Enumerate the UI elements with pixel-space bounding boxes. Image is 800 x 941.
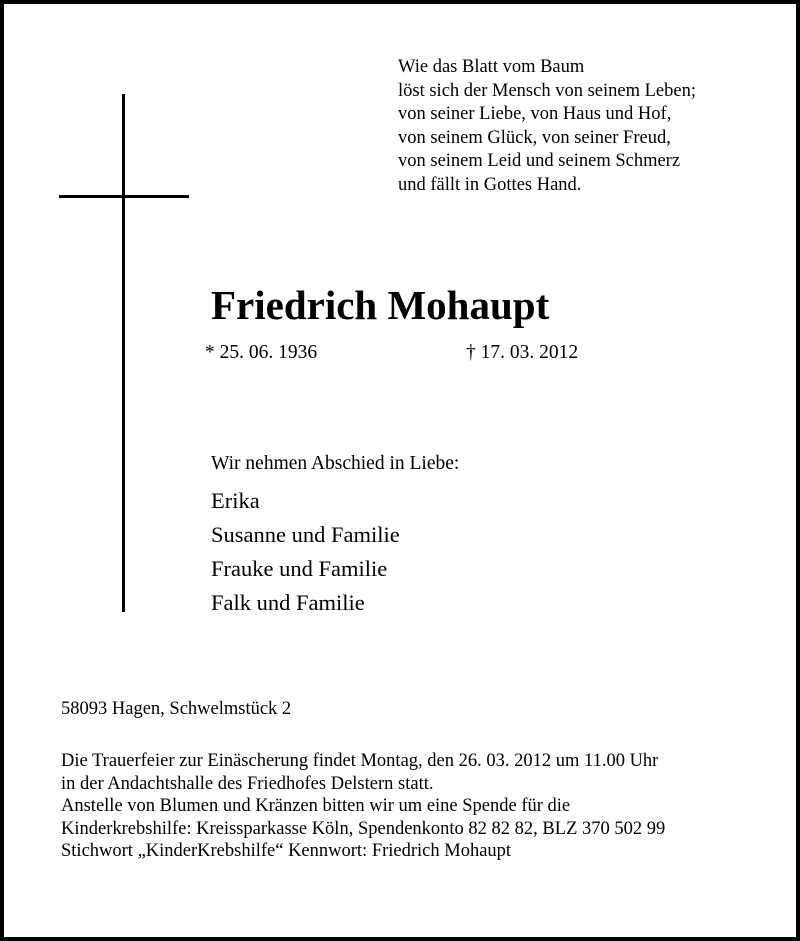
poem-line: von seinem Glück, von seiner Freud,	[398, 127, 671, 148]
mourner-name: Susanne und Familie	[211, 522, 400, 547]
poem-line: von seiner Liebe, von Haus und Hof,	[398, 104, 672, 124]
mourner-name: Falk und Familie	[211, 590, 365, 615]
funeral-notice	[61, 750, 665, 863]
death-date: † 17. 03. 2012	[466, 342, 579, 363]
notice-line: Stichwort „KinderKrebshilfe“ Kennwort: Friedrich Mohaupt	[61, 841, 512, 861]
farewell-intro: Wir nehmen Abschied in Liebe:	[211, 453, 460, 474]
cross-horizontal-bar	[59, 195, 189, 198]
notice-line: Die Trauerfeier zur Einäscherung findet Montag, den 26. 03. 2012 um 11.00 Uhr	[61, 751, 659, 771]
birth-date: * 25. 06. 1936	[205, 342, 318, 363]
cross-vertical-bar	[122, 94, 125, 612]
poem-line: und fällt in Gottes Hand.	[398, 174, 582, 195]
mourner-list	[211, 484, 400, 620]
family-address: 58093 Hagen, Schwelmstück 2	[61, 699, 292, 719]
mourner-name: Erika	[211, 488, 260, 513]
poem-line: Wie das Blatt vom Baum	[398, 57, 585, 77]
deceased-name: Friedrich Mohaupt	[211, 282, 550, 328]
notice-line: Anstelle von Blumen und Kränzen bitten wir um eine Spende für die	[61, 796, 571, 816]
poem-line: von seinem Leid und seinem Schmerz	[398, 151, 681, 171]
poem	[398, 56, 696, 197]
poem-line: löst sich der Mensch von seinem Leben;	[398, 80, 696, 101]
notice-line: Kinderkrebshilfe: Kreissparkasse Köln, Spendenkonto 82 82 82, BLZ 370 502 99	[61, 818, 666, 839]
mourner-name: Frauke und Familie	[211, 556, 388, 581]
notice-line: in der Andachtshalle des Friedhofes Delstern statt.	[61, 773, 434, 794]
